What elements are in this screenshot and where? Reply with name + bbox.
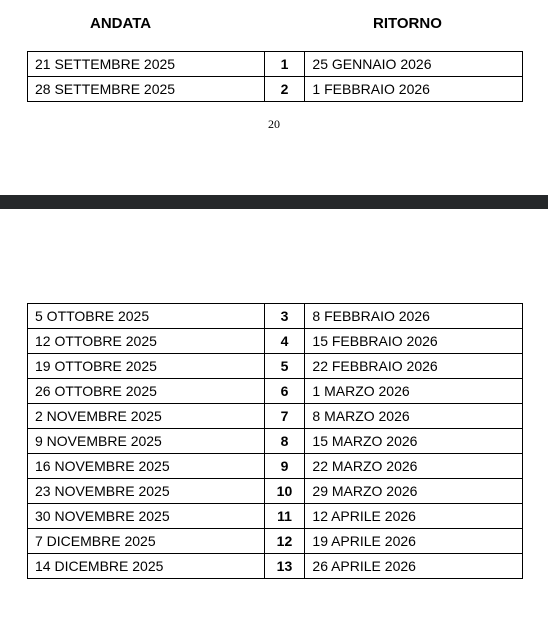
table-row xyxy=(28,304,523,329)
andata-date: 5 OTTOBRE 2025 xyxy=(28,304,265,329)
round-number: 12 xyxy=(264,529,305,554)
round-number: 11 xyxy=(264,504,305,529)
andata-date: 19 OTTOBRE 2025 xyxy=(28,354,265,379)
schedule-table-bottom xyxy=(27,303,523,579)
table-row xyxy=(28,454,523,479)
andata-date: 9 NOVEMBRE 2025 xyxy=(28,429,265,454)
ritorno-date: 8 MARZO 2026 xyxy=(305,404,523,429)
table-row xyxy=(28,554,523,579)
ritorno-header: RITORNO xyxy=(373,15,442,32)
round-number: 13 xyxy=(264,554,305,579)
table-row xyxy=(28,529,523,554)
page-number: 20 xyxy=(268,117,280,131)
page-divider xyxy=(0,195,548,209)
round-number: 7 xyxy=(264,404,305,429)
round-number: 6 xyxy=(264,379,305,404)
ritorno-date: 8 FEBBRAIO 2026 xyxy=(305,304,523,329)
andata-date: 7 DICEMBRE 2025 xyxy=(28,529,265,554)
andata-date: 14 DICEMBRE 2025 xyxy=(28,554,265,579)
round-number: 2 xyxy=(264,77,305,102)
table-row xyxy=(28,379,523,404)
andata-date: 23 NOVEMBRE 2025 xyxy=(28,479,265,504)
ritorno-date: 12 APRILE 2026 xyxy=(305,504,523,529)
table-row xyxy=(28,329,523,354)
andata-date: 26 OTTOBRE 2025 xyxy=(28,379,265,404)
ritorno-date: 29 MARZO 2026 xyxy=(305,479,523,504)
andata-header: ANDATA xyxy=(90,15,152,32)
round-number: 5 xyxy=(264,354,305,379)
table-row xyxy=(28,504,523,529)
round-number: 9 xyxy=(264,454,305,479)
ritorno-date: 1 FEBBRAIO 2026 xyxy=(305,77,523,102)
table-row xyxy=(28,429,523,454)
schedule-table-top xyxy=(27,51,523,102)
ritorno-date: 15 MARZO 2026 xyxy=(305,429,523,454)
andata-date: 21 SETTEMBRE 2025 xyxy=(28,52,265,77)
andata-date: 12 OTTOBRE 2025 xyxy=(28,329,265,354)
table-row xyxy=(28,354,523,379)
andata-date: 2 NOVEMBRE 2025 xyxy=(28,404,265,429)
ritorno-date: 22 FEBBRAIO 2026 xyxy=(305,354,523,379)
round-number: 8 xyxy=(264,429,305,454)
ritorno-date: 26 APRILE 2026 xyxy=(305,554,523,579)
table-row xyxy=(28,479,523,504)
round-number: 1 xyxy=(264,52,305,77)
table-row xyxy=(28,52,523,77)
table-row xyxy=(28,404,523,429)
round-number: 4 xyxy=(264,329,305,354)
ritorno-date: 25 GENNAIO 2026 xyxy=(305,52,523,77)
ritorno-date: 19 APRILE 2026 xyxy=(305,529,523,554)
ritorno-date: 22 MARZO 2026 xyxy=(305,454,523,479)
andata-date: 30 NOVEMBRE 2025 xyxy=(28,504,265,529)
andata-date: 28 SETTEMBRE 2025 xyxy=(28,77,265,102)
ritorno-date: 15 FEBBRAIO 2026 xyxy=(305,329,523,354)
table-row xyxy=(28,77,523,102)
ritorno-date: 1 MARZO 2026 xyxy=(305,379,523,404)
round-number: 3 xyxy=(264,304,305,329)
andata-date: 16 NOVEMBRE 2025 xyxy=(28,454,265,479)
round-number: 10 xyxy=(264,479,305,504)
